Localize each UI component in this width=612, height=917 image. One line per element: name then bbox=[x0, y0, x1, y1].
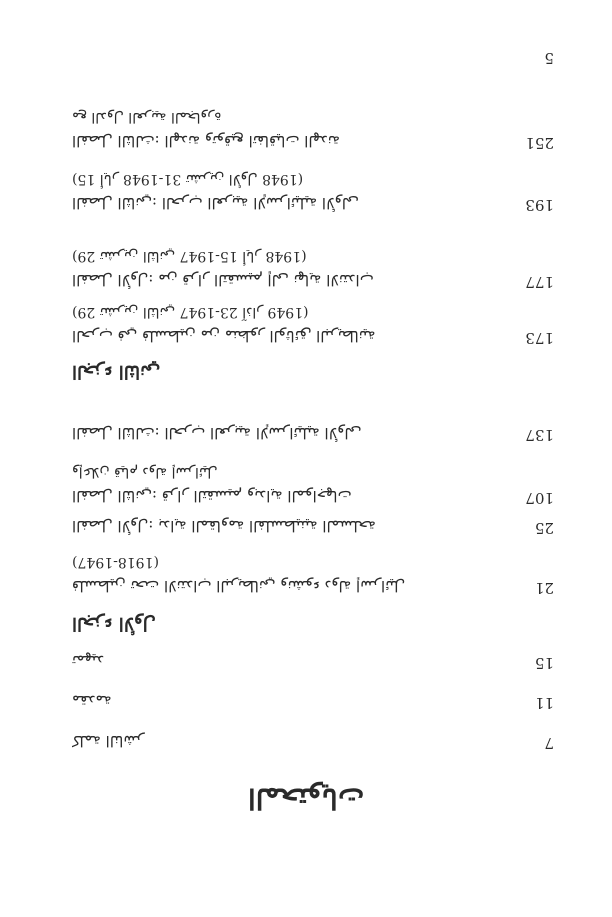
item-subtitle: وإعلان قيام دولة إسرائيل bbox=[72, 464, 218, 480]
item-subtitle: (29 تشرين الثاني 1947-23 آذار 1949) bbox=[72, 304, 309, 320]
item-title: مقدمة bbox=[72, 692, 112, 710]
item-title: الفصل الأول: بداية المقاومة الفلسطينية المسلحة bbox=[72, 517, 376, 535]
item-title: الفصل الثاني: قرار التقسيم وبداية المواجهات bbox=[72, 487, 352, 505]
item-page: 25 bbox=[534, 519, 554, 537]
item-page: 193 bbox=[525, 196, 554, 214]
item-title: كلمة الناشر bbox=[72, 732, 145, 750]
item-page: 251 bbox=[525, 134, 554, 152]
page-title: المحتويات bbox=[247, 782, 365, 815]
item-subtitle: مع الدول العربية المجاورة bbox=[72, 109, 222, 125]
item-page: 15 bbox=[534, 654, 554, 672]
item-page: 21 bbox=[534, 579, 554, 597]
part-title: الجزء الثاني bbox=[72, 361, 161, 382]
item-page: 11 bbox=[534, 694, 554, 712]
item-title: تمهيد bbox=[72, 652, 105, 670]
part-title: الجزء الأول bbox=[72, 613, 156, 634]
item-page: 177 bbox=[525, 273, 554, 291]
item-title: الفصل الثاني: الحرب العربية الإسرائيلية الأولى bbox=[72, 194, 359, 212]
page-number: 5 bbox=[544, 49, 554, 67]
item-title: الفصل الأول: من قرار التقسيم إلى نهاية الانتداب bbox=[72, 271, 374, 289]
item-title: الفصل الثالث: الهدنة وتوقيع اتفاقيات الهدنة bbox=[72, 132, 340, 150]
item-subtitle: (15 أيار 1948-31 تشرين الأول 1948) bbox=[72, 171, 304, 187]
item-title: الفصل الثالث: الحرب العربية الإسرائيلية الأولى bbox=[72, 424, 362, 442]
item-subtitle: (1918-1947) bbox=[72, 554, 159, 570]
item-subtitle: (29 تشرين الثاني 1947-15 أيار 1948) bbox=[72, 248, 307, 264]
item-page: 173 bbox=[525, 329, 554, 347]
item-page: 107 bbox=[525, 489, 554, 507]
item-page: 7 bbox=[544, 734, 554, 752]
item-page: 137 bbox=[525, 426, 554, 444]
item-title: الحرب في فلسطين من منظور الوثائق البريطانية bbox=[72, 327, 376, 345]
item-title: فلسطين تحت الانتداب البريطاني ونشوء دولة إسرائيل bbox=[72, 577, 406, 595]
